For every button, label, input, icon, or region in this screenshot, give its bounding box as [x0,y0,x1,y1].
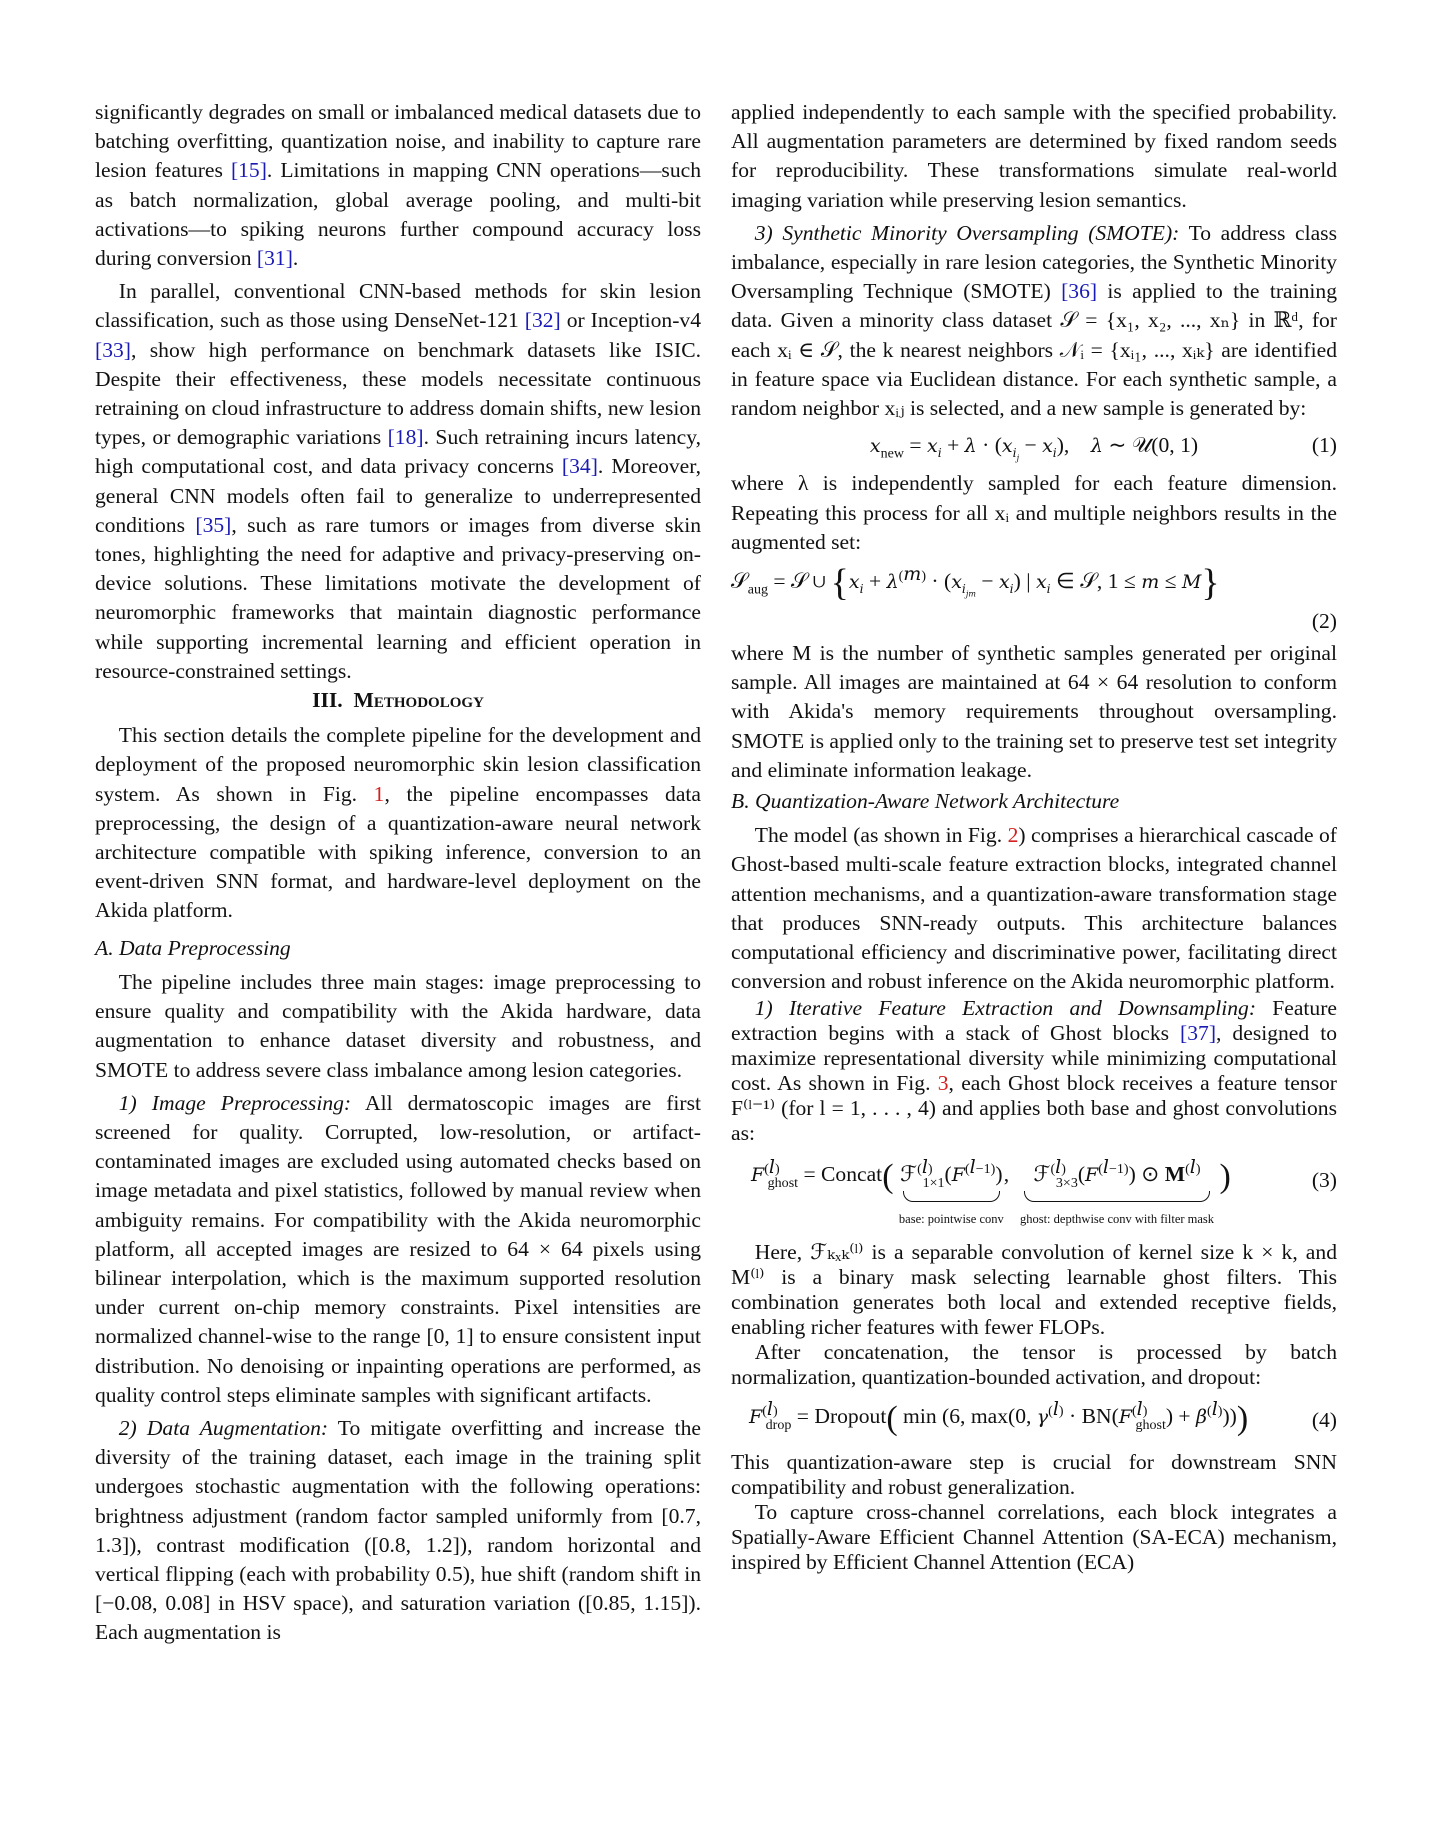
citation-link[interactable]: [33] [95,337,131,362]
figure-link[interactable]: 1 [373,781,385,806]
paragraph-image-preprocessing: 1) Image Preprocessing: All dermatoscopic images are first screened for quality. Corrupted, low-resolution, or artifact-contaminated images are excluded using automated checks based on image metadata and pixel statistics, followed by manual review when ambiguity remains. For compatibility with the Akida neuromorphic platform, all accepted images are resized to 64 × 64 pixels using bilinear interpolation, which is the maximum supported resolution under current on-chip memory constraints. Pixel intensities are normalized channel-wise to the range [0, 1] to ensure consistent input distribution. No denoising or inpainting operations are performed, as quality control steps eliminate samples with significant artifacts. [95,1090,701,1407]
subsection-heading-network-architecture: B. Quantization-Aware Network Architecture [731,789,1120,814]
subsection-heading-data-preprocessing: A. Data Preprocessing [95,935,291,960]
paragraph-quantization-step: This quantization-aware step is crucial for downstream SNN compatibility and robust generalization. [731,1450,1337,1500]
figure-link[interactable]: 2 [1007,823,1019,848]
citation-link[interactable]: [35] [195,512,232,537]
paragraph-smote: 3) Synthetic Minority Oversampling (SMOTE): To address class imbalance, especially in rare lesion categories, the Synthetic Minority Oversampling Technique (SMOTE) [36] is applied to the training data. Given a minority class dataset 𝒮 = {x₁, x₂, ..., xₙ} in ℝᵈ, for each xᵢ ∈ 𝒮, the k nearest neighbors 𝒩ᵢ = {xᵢ₁, ..., xᵢₖ} are identified in feature space via Euclidean distance. For each synthetic sample, a random neighbor xᵢⱼ is selected, and a new sample is generated by: [731,220,1337,421]
section-heading-methodology: III. Methodology [312,688,484,713]
runin-heading: 3) Synthetic Minority Oversampling (SMOTE): [754,220,1180,245]
runin-heading: 1) Image Preprocessing: [118,1090,352,1115]
citation-link[interactable]: [18] [387,425,424,450]
equation-number: (1) [1311,433,1337,458]
equation-2-body: 𝒮$_{aug}$ = 𝒮 ∪ {$x_i + \lambda^{(m)} \cdot (x_{i_{jm}} - x_i)$ | $x_i$ ∈ 𝒮, 1 ≤ m ≤ M} [731,562,1220,605]
paragraph-parallel-cnn: In parallel, conventional CNN-based methods for skin lesion classification, such as those using DenseNet-121 [32] or Inception-v4 [33], show high performance on benchmark datasets like ISIC. Despite their effectiveness, these models necessitate continuous retraining on cloud infrastructure to address domain shifts, new lesion types, or demographic variations [18]. Such retraining incurs latency, high computational cost, and data privacy concerns [34]. Moreover, general CNN models often fail to generalize to underrepresented conditions [35], such as rare tumors or images from diverse skin tones, highlighting the need for adaptive and privacy-preserving on-device solutions. These limitations motivate the development of neuromorphic frameworks that maintain diagnostic performance while supporting incremental learning and efficient operation in resource-constrained settings. [95,279,701,683]
paragraph-synthetic-samples: where M is the number of synthetic samples generated per original sample. All images are maintained at 64 × 64 resolution to conform with Akida's memory requirements throughout oversampling. SMOTE is applied only to the training set to preserve test set integrity and eliminate information leakage. [731,641,1337,782]
paragraph-sa-eca: To capture cross-channel correlations, each block integrates a Spatially-Aware Efficient Channel Attention (SA-ECA) mechanism, inspired by Efficient Channel Attention (ECA) [731,1500,1337,1575]
equation-1-body: $x_{new} = x_i + \lambda \cdot (x_{i_j} - x_i)$, λ ∼ 𝒰(0, 1) [869,433,1199,463]
citation-link[interactable]: [36] [1061,279,1098,304]
paragraph-augmentation-continuation: applied independently to each sample with the specified probability. All augmentation parameters are determined by fixed random seeds for reproducibility. These transformations simulate real-world imaging variation while preserving lesion semantics. [731,100,1337,212]
paragraph-lambda-sampling: where λ is independently sampled for each feature dimension. Repeating this process for all xᵢ and multiple neighbors results in the augmented set: [731,471,1337,554]
paragraph-intro-continuation: significantly degrades on small or imbalanced medical datasets due to batching overfitting, quantization noise, and inability to capture rare lesion features [15]. Limitations in mapping CNN operations—such as batch normalization, global average pooling, and multi-bit activations—to spiking neurons further compound accuracy loss during conversion [31]. [95,100,701,271]
equation-3 [731,1156,1337,1230]
paragraph-separable-conv: Here, ℱₖₓₖ⁽ˡ⁾ is a separable convolution of kernel size k × k, and M⁽ˡ⁾ is a binary mask selecting learnable ghost filters. This combination generates both local and extended receptive fields, enabling richer features with fewer FLOPs. [731,1240,1337,1340]
citation-link[interactable]: [32] [524,308,561,333]
equation-4 [731,1398,1337,1442]
underbrace-base: $ℱ^{(l)}_{1\times 1}(F^{(l-1)})$ base: pointwise conv [898,1156,1004,1226]
equation-4-body: $F^{(l)}_{drop}$ = Dropout( min (6, max(0, $\gamma^{(l)} \cdot BN(F^{(l)}_{ghost}) + \beta^{(l)}$))) [749,1398,1249,1438]
left-column [95,98,701,1648]
paragraph-model-overview: The model (as shown in Fig. 2) comprises a hierarchical cascade of Ghost-based multi-scale feature extraction blocks, integrated channel attention mechanisms, and a quantization-aware transformation stage that produces SNN-ready outputs. This architecture balances computational efficiency and discriminative power, facilitating direct conversion and robust inference on the Akida neuromorphic platform. [731,823,1337,994]
runin-heading: 2) Data Augmentation: [118,1415,329,1440]
runin-heading: 1) Iterative Feature Extraction and Downsampling: [754,996,1257,1021]
paragraph-after-concat: After concatenation, the tensor is processed by batch normalization, quantization-bounded activation, and dropout: [731,1340,1337,1390]
equation-2 [731,562,1337,634]
equation-number: (2) [1311,609,1337,634]
paragraph-data-augmentation: 2) Data Augmentation: To mitigate overfitting and increase the diversity of the training dataset, each image in the training split undergoes stochastic augmentation with the following operations: brightness adjustment (random factor sampled uniformly from [0.7, 1.3]), contrast modification ([0.8, 1.2]), random horizontal and vertical flipping (each with probability 0.5), hue shift (random shift in [−0.08, 0.08] in HSV space), and saturation variation ([0.85, 1.15]). Each augmentation is [95,1415,702,1645]
paragraph-feature-extraction: 1) Iterative Feature Extraction and Downsampling: Feature extraction begins with a stack of Ghost blocks [37], designed to maximize representational diversity while minimizing computational cost. As shown in Fig. 3, each Ghost block receives a feature tensor F⁽ˡ⁻¹⁾ (for l = 1, . . . , 4) and applies both base and ghost convolutions as: [731,996,1337,1146]
equation-number: (4) [1311,1408,1337,1433]
equation-number: (3) [1311,1168,1337,1193]
citation-link[interactable]: [34] [561,454,598,479]
citation-link[interactable]: [37] [1180,1021,1217,1046]
paragraph-pipeline-stages: The pipeline includes three main stages: image preprocessing to ensure quality and compatibility with the Akida hardware, data augmentation to enhance dataset diversity and robustness, and SMOTE to address severe class imbalance among lesion categories. [95,969,701,1082]
citation-link[interactable]: [31] [256,246,293,271]
underbrace-ghost: $ℱ^{(l)}_{3\times 3}(F^{(l-1)})$ ⊙ $M^{(l)}$ ghost: depthwise conv with filter mask [1019,1156,1215,1226]
figure-link[interactable]: 3 [937,1071,949,1096]
equation-1 [731,431,1337,461]
equation-3-body: $F^{(l)}_{ghost}$ = Concat( $ℱ^{(l)}_{1\times 1}(F^{(l-1)})$ base: pointwise conv , $ℱ^{(l)}_{3\times 3}(F^{(l-1)})$ ⊙ $M^{(l)}$ ghost: depthwise conv with filter mask ) [751,1162,1231,1186]
paragraph-methodology-intro: This section details the complete pipeline for the development and deployment of the proposed neuromorphic skin lesion classification system. As shown in Fig. 1, the pipeline encompasses data preprocessing, the design of a quantization-aware neural network architecture compatible with spiking inference, conversion to an event-driven SNN format, and hardware-level deployment on the Akida platform. [95,723,701,923]
right-column [731,98,1337,1575]
citation-link[interactable]: [15] [230,158,267,183]
